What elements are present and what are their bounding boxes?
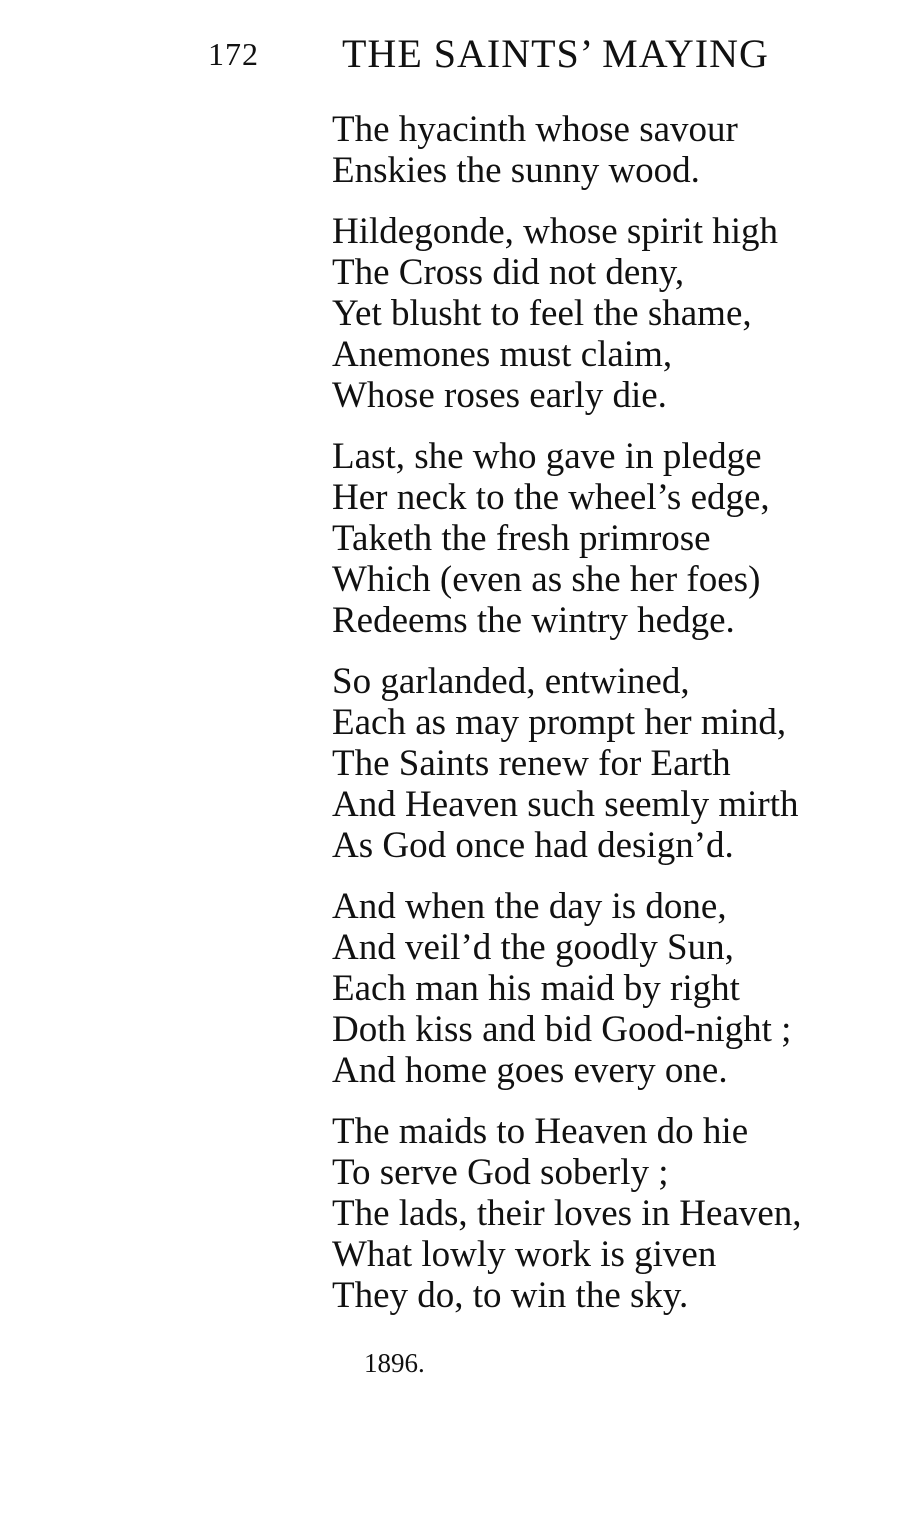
poem-line: Which (even as she her foes)	[332, 559, 761, 600]
stanza	[332, 661, 892, 866]
stanza	[332, 1111, 892, 1316]
stanza	[332, 211, 892, 416]
poem-line: Whose roses early die.	[332, 375, 667, 416]
poem-line: What lowly work is given	[332, 1234, 717, 1275]
poem-line: The hyacinth whose savour	[332, 109, 738, 150]
poem-line: So garlanded, entwined,	[332, 661, 690, 702]
poem-line: The lads, their loves in Heaven,	[332, 1193, 802, 1234]
poem-line: The Saints renew for Earth	[332, 743, 731, 784]
poem-line: To serve God soberly ;	[332, 1152, 669, 1193]
poem-line: Last, she who gave in pledge	[332, 436, 762, 477]
poem-line: The Cross did not deny,	[332, 252, 685, 293]
stanza	[332, 109, 892, 191]
poem-line: Enskies the sunny wood.	[332, 150, 700, 191]
poem-line: As God once had design’d.	[332, 825, 734, 866]
poem-line: Yet blusht to feel the shame,	[332, 293, 752, 334]
running-title: THE SAINTS’ MAYING	[342, 31, 769, 76]
poem-body	[332, 109, 892, 1336]
poem-line: Redeems the wintry hedge.	[332, 600, 735, 641]
poem-line: And when the day is done,	[332, 886, 727, 927]
poem-line: Anemones must claim,	[332, 334, 673, 375]
poem-line: Doth kiss and bid Good-night ;	[332, 1009, 792, 1050]
poem-line: And Heaven such seemly mirth	[332, 784, 799, 825]
poem-line: And home goes every one.	[332, 1050, 728, 1091]
page-number: 172	[208, 36, 259, 72]
poem-line: Hildegonde, whose spirit high	[332, 211, 779, 252]
poem-date: 1896.	[364, 1348, 425, 1378]
poem-line: Each as may prompt her mind,	[332, 702, 787, 743]
poem-line: And veil’d the goodly Sun,	[332, 927, 734, 968]
poem-line: The maids to Heaven do hie	[332, 1111, 749, 1152]
stanza	[332, 886, 892, 1091]
stanza	[332, 436, 892, 641]
poem-line: Each man his maid by right	[332, 968, 740, 1009]
poem-line: They do, to win the sky.	[332, 1275, 689, 1316]
poem-line: Her neck to the wheel’s edge,	[332, 477, 770, 518]
poem-line: Taketh the fresh primrose	[332, 518, 711, 559]
